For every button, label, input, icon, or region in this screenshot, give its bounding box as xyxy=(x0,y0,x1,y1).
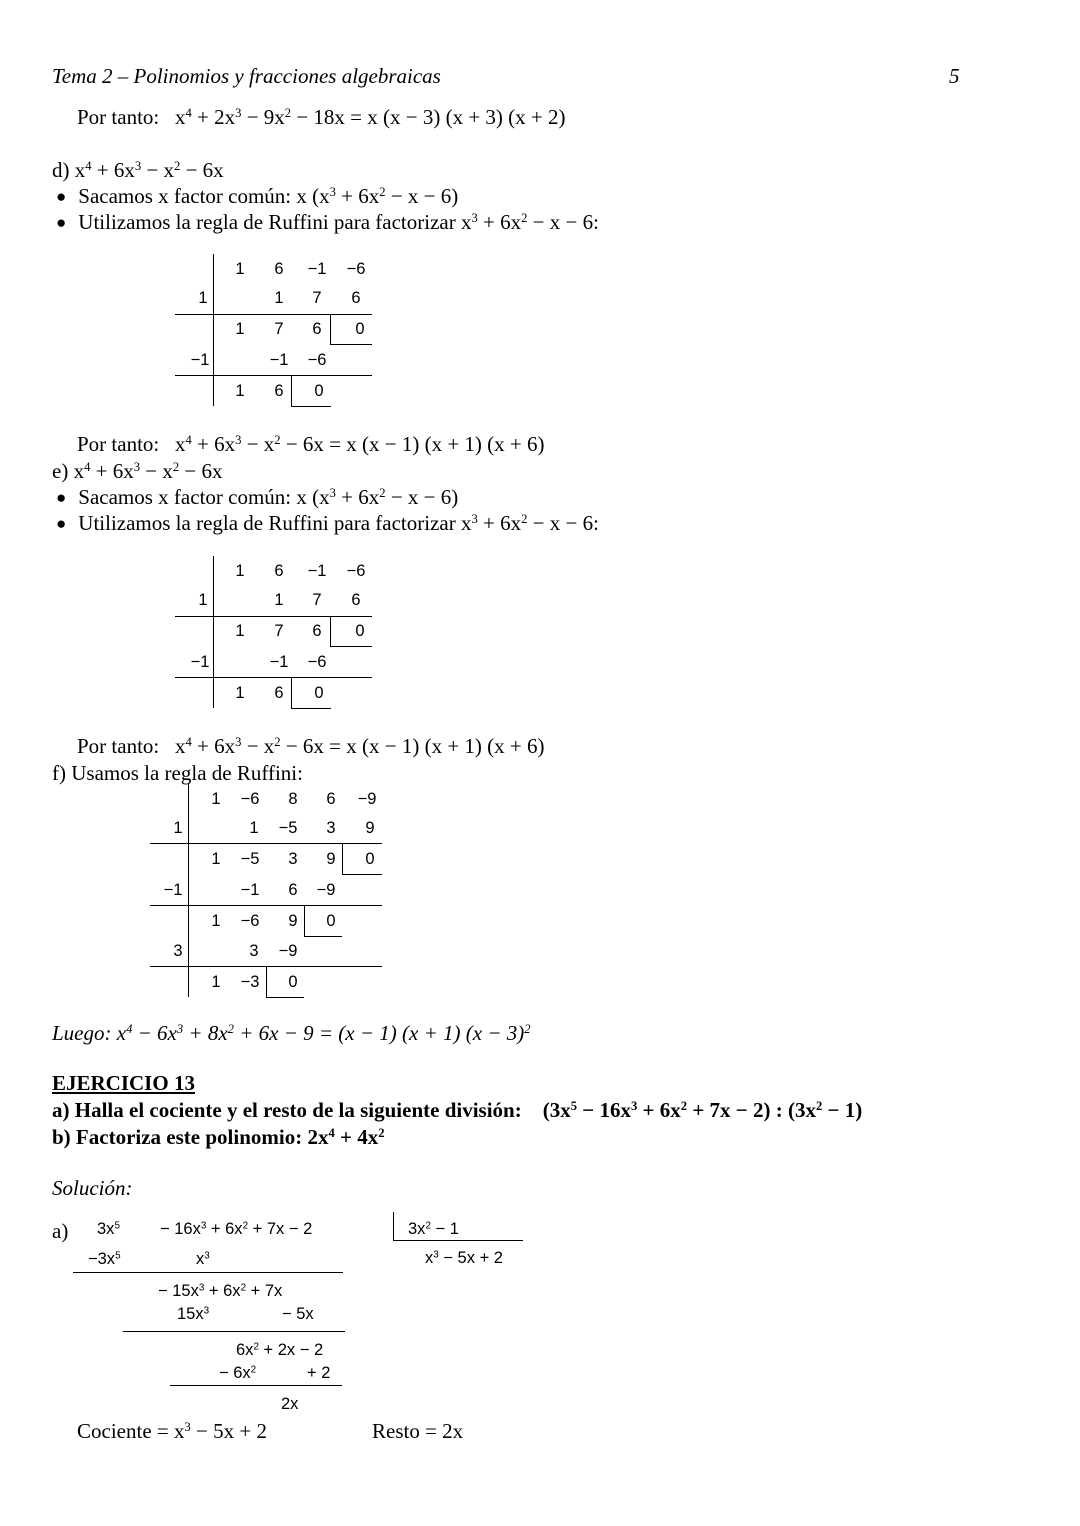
product: −1 xyxy=(240,881,260,899)
result: 1 xyxy=(211,973,221,991)
remainder: 0 xyxy=(365,850,375,868)
product: −9 xyxy=(316,881,336,899)
result-expression: $x^4 + 6x^3 - x^2 - 6x = x$ (x − 1) (x + 1) (x + 6) xyxy=(175,734,545,758)
product: 3 xyxy=(326,819,336,837)
root: −1 xyxy=(190,351,210,369)
result: 9 xyxy=(326,850,336,868)
coef: 6 xyxy=(326,790,336,808)
remainder: 0 xyxy=(326,912,336,930)
coef: 1 xyxy=(235,562,245,580)
section-e-result xyxy=(77,733,545,759)
section-f-heading: f) Usamos la regla de Ruffini: xyxy=(52,761,303,785)
result: 1 xyxy=(235,382,245,400)
product: −6 xyxy=(307,653,327,671)
root: 3 xyxy=(173,942,183,960)
section-e-bullet-2: ● Utilizamos la regla de Ruffini para factorizar $x^3 + 6x^2 - x - 6$: xyxy=(56,510,599,538)
result-expression: $x^4 + 2x^3 - 9x^2 - 18x = x$ (x − 3) (x + 3) (x + 2) xyxy=(175,105,566,129)
ruffini-rule xyxy=(150,905,382,906)
coef: −1 xyxy=(307,562,327,580)
subtrahend-2b: − 5x xyxy=(282,1305,314,1323)
coef: −6 xyxy=(346,562,366,580)
page-header-title: Tema 2 – Polinomios y fracciones algebraicas xyxy=(52,64,441,88)
product: −5 xyxy=(278,819,298,837)
subtrahend-1b: $x^3$ xyxy=(196,1250,210,1268)
remainder-box-bottom xyxy=(342,874,382,875)
solution-label: Solución: xyxy=(52,1176,133,1200)
remainder-box xyxy=(266,967,267,998)
section-c-result xyxy=(77,104,566,130)
divisor: $3x^2 - 1$ xyxy=(408,1220,459,1238)
exercise-part-a xyxy=(52,1097,862,1123)
ruffini-vertical-rule xyxy=(213,556,214,708)
result: −5 xyxy=(240,850,260,868)
section-f-conclusion: Luego: $x^4 - 6x^3 + 8x^2 + 6x - 9 = (x - 1) (x + 1) (x - 3)^2$ xyxy=(52,1021,531,1045)
remainder: 0 xyxy=(288,973,298,991)
part-a-text: a) Halla el cociente y el resto de la siguiente división: xyxy=(52,1098,522,1122)
product: −1 xyxy=(269,351,289,369)
remainder-box xyxy=(330,616,331,647)
remainder-box-bottom xyxy=(266,997,304,998)
coef: −9 xyxy=(357,790,377,808)
quotient-result: Cociente = $x^3 - 5x + 2$ xyxy=(77,1419,267,1443)
remainder-box xyxy=(291,376,292,407)
result: 7 xyxy=(274,320,284,338)
result: 7 xyxy=(274,622,284,640)
divisor-bracket-horizontal xyxy=(393,1240,523,1241)
result: 6 xyxy=(274,382,284,400)
result-expression: $x^4 + 6x^3 - x^2 - 6x = x$ (x − 1) (x + 1) (x + 6) xyxy=(175,432,545,456)
remainder: 0 xyxy=(314,382,324,400)
coef: 6 xyxy=(274,260,284,278)
remainder: 0 xyxy=(355,320,365,338)
root: −1 xyxy=(163,881,183,899)
division-rule xyxy=(123,1331,345,1332)
product: 9 xyxy=(365,819,375,837)
root: 1 xyxy=(173,819,183,837)
coef: −6 xyxy=(240,790,260,808)
quotient: $x^3 - 5x + 2$ xyxy=(425,1249,503,1267)
product: 1 xyxy=(274,289,284,307)
remainder-box-bottom xyxy=(291,406,331,407)
root: 1 xyxy=(198,591,208,609)
product: 3 xyxy=(249,942,259,960)
result: −3 xyxy=(240,973,260,991)
dividend-lead: $3x^5$ xyxy=(97,1220,120,1238)
result-lead: Por tanto: xyxy=(77,432,160,456)
section-e-bullet-1: ● Sacamos x factor común: x $(x^3 + 6x^2 - x - 6)$ xyxy=(56,484,458,512)
product: 1 xyxy=(274,591,284,609)
root: −1 xyxy=(190,653,210,671)
subtrahend-3b: + 2 xyxy=(307,1364,331,1382)
result: 1 xyxy=(235,622,245,640)
result: 3 xyxy=(288,850,298,868)
product: −6 xyxy=(307,351,327,369)
section-d-result xyxy=(77,431,545,457)
product: 7 xyxy=(312,289,322,307)
ruffini-rule xyxy=(150,843,382,844)
ruffini-rule xyxy=(175,677,372,678)
remainder-box-bottom xyxy=(291,708,331,709)
remainder-box xyxy=(330,314,331,345)
subtrahend-3a: − $6x^2$ xyxy=(219,1364,257,1382)
final-remainder: 2x xyxy=(281,1395,299,1413)
partial-remainder-1: − $15x^3 + 6x^2 + 7x$ xyxy=(158,1282,283,1300)
dividend-rest: − $16x^3 + 6x^2 + 7x - 2$ xyxy=(160,1220,313,1238)
ruffini-rule xyxy=(175,616,372,617)
part-a-expression: $(3x^5 - 16x^3 + 6x^2 + 7x - 2)$ : $(3x^2 - 1)$ xyxy=(542,1098,863,1122)
product: 6 xyxy=(351,591,361,609)
result: 6 xyxy=(312,320,322,338)
coef: 1 xyxy=(211,790,221,808)
remainder-box-bottom xyxy=(304,936,342,937)
section-d-bullet-1: ● Sacamos x factor común: x $(x^3 + 6x^2 - x - 6)$ xyxy=(56,183,458,211)
product: 7 xyxy=(312,591,322,609)
section-d-heading: d) $x^4 + 6x^3 - x^2 - 6x$ xyxy=(52,158,224,182)
page-number: 5 xyxy=(949,64,960,88)
product: 6 xyxy=(351,289,361,307)
division-rule xyxy=(73,1272,343,1273)
result: 6 xyxy=(274,684,284,702)
result-lead: Por tanto: xyxy=(77,105,160,129)
division-rule xyxy=(170,1385,342,1386)
result: 1 xyxy=(235,684,245,702)
subtrahend-2a: $15x^3$ xyxy=(177,1305,210,1323)
remainder-box-bottom xyxy=(330,344,372,345)
ruffini-rule xyxy=(175,314,372,315)
result: 9 xyxy=(288,912,298,930)
product: 1 xyxy=(249,819,259,837)
exercise-title: EJERCICIO 13 xyxy=(52,1071,195,1095)
root: 1 xyxy=(198,289,208,307)
result-lead: Por tanto: xyxy=(77,734,160,758)
product: −1 xyxy=(269,653,289,671)
subtrahend-1a: $-3x^5$ xyxy=(88,1250,121,1268)
coef: 6 xyxy=(274,562,284,580)
coef: −6 xyxy=(346,260,366,278)
remainder: 0 xyxy=(355,622,365,640)
remainder-box xyxy=(291,678,292,709)
coef: 8 xyxy=(288,790,298,808)
ruffini-vertical-rule xyxy=(213,254,214,406)
section-e-heading: e) $x^4 + 6x^3 - x^2 - 6x$ xyxy=(52,459,223,483)
remainder-box xyxy=(342,844,343,875)
product: 6 xyxy=(288,881,298,899)
section-d-bullet-2: ● Utilizamos la regla de Ruffini para factorizar $x^3 + 6x^2 - x - 6$: xyxy=(56,209,599,237)
partial-remainder-2: $6x^2 + 2x - 2$ xyxy=(236,1341,324,1359)
result: −6 xyxy=(240,912,260,930)
remainder-box-bottom xyxy=(330,646,372,647)
exercise-part-b: b) Factoriza este polinomio: $2x^4 + 4x^2$ xyxy=(52,1125,385,1149)
remainder-result: Resto = 2x xyxy=(372,1419,464,1443)
result: 1 xyxy=(211,850,221,868)
remainder-box xyxy=(304,906,305,937)
divisor-bracket-vertical xyxy=(393,1212,394,1240)
ruffini-rule xyxy=(175,375,372,376)
coef: 1 xyxy=(235,260,245,278)
result: 6 xyxy=(312,622,322,640)
product: −9 xyxy=(278,942,298,960)
division-label: a) xyxy=(52,1219,69,1243)
coef: −1 xyxy=(307,260,327,278)
remainder: 0 xyxy=(314,684,324,702)
result: 1 xyxy=(211,912,221,930)
result: 1 xyxy=(235,320,245,338)
